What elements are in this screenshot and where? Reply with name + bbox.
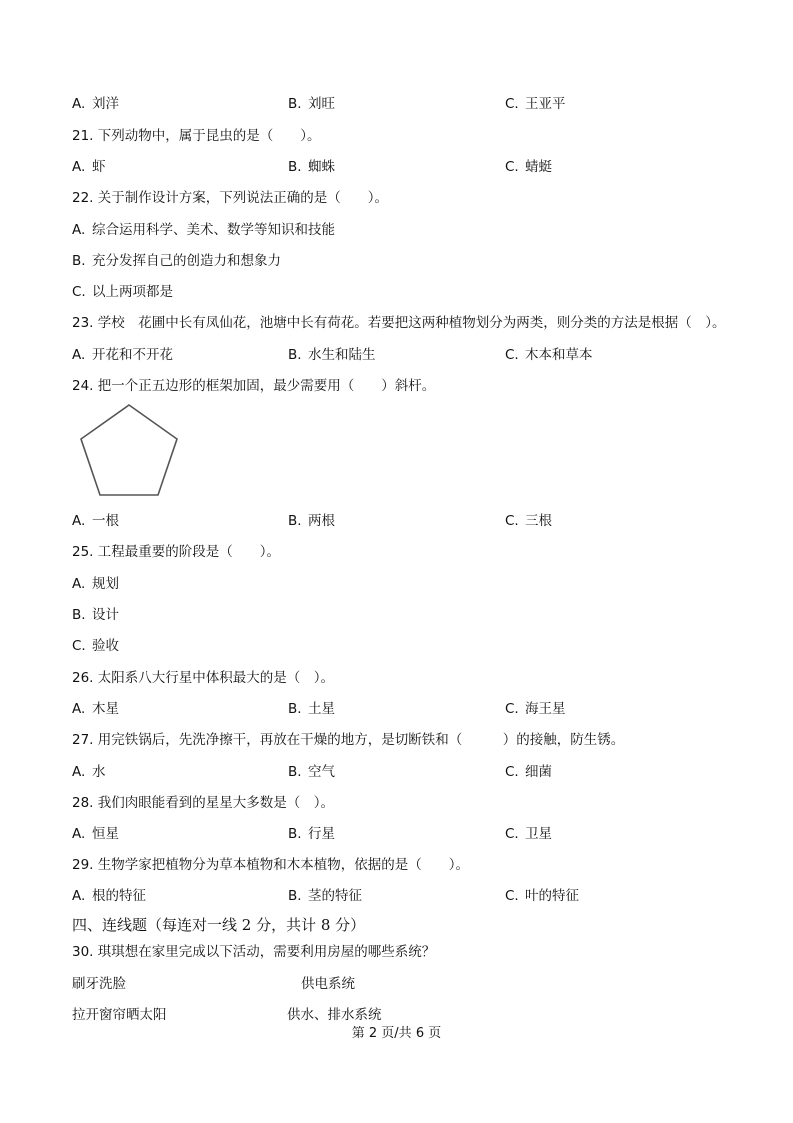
- q28-option-b: B. 行星: [288, 826, 335, 842]
- q23-option-a: A. 开花和不开花: [72, 347, 173, 363]
- section-4-title: 四、连线题（每连对一线 2 分，共计 8 分）: [72, 916, 366, 934]
- q27-stem: 27. 用完铁锅后，先洗净擦干，再放在干燥的地方，是切断铁和（ ）的接触，防生锈。: [72, 732, 625, 748]
- q27-option-b: B. 空气: [288, 764, 335, 780]
- q30-right-item-2: 供水、排水系统: [287, 1007, 382, 1023]
- q29-option-c: C. 叶的特征: [505, 888, 579, 904]
- q22-stem-row: [0, 187, 793, 209]
- q20-option-a: A. 刘洋: [72, 96, 119, 112]
- q25-option-c-row: [0, 635, 793, 657]
- q25-option-b-row: [0, 604, 793, 626]
- q23-options: [0, 344, 793, 366]
- q21-stem: 21. 下列动物中，属于昆虫的是（ ）。: [72, 128, 321, 144]
- q30-right-item-1: 供电系统: [301, 976, 355, 992]
- q21-option-c: C. 蜻蜓: [505, 159, 552, 175]
- q25-stem: 25. 工程最重要的阶段是（ ）。: [72, 544, 281, 560]
- q27-option-c: C. 细菌: [505, 764, 552, 780]
- q27-stem-row: [0, 729, 793, 751]
- q24-stem: 24. 把一个正五边形的框架加固，最少需要用（ ）斜杆。: [72, 378, 436, 394]
- q24-option-b: B. 两根: [288, 513, 335, 529]
- q23-option-b: B. 水生和陆生: [288, 347, 376, 363]
- q28-stem: 28. 我们肉眼能看到的星星大多数是（ ）。: [72, 795, 335, 811]
- q22-option-a-row: [0, 219, 793, 241]
- q29-stem-row: [0, 854, 793, 876]
- q21-option-b: B. 蜘蛛: [288, 159, 335, 175]
- pentagon-figure: [76, 400, 184, 500]
- q22-stem: 22. 关于制作设计方案，下列说法正确的是（ ）。: [72, 190, 389, 206]
- q25-option-c: C. 验收: [72, 638, 119, 654]
- page-footer: 第 2 页/共 6 页: [351, 1026, 442, 1041]
- q29-options: [0, 885, 793, 907]
- q23-option-c: C. 木本和草本: [505, 347, 593, 363]
- q24-option-a: A. 一根: [72, 513, 119, 529]
- q28-stem-row: [0, 792, 793, 814]
- q23-stem: 23. 学校 花圃中长有凤仙花，池塘中长有荷花。若要把这两种植物划分为两类，则分类的方法是根据（ ）。: [72, 315, 726, 331]
- q21-stem-row: [0, 125, 793, 147]
- q21-options: [0, 156, 793, 178]
- q30-left-item-1: 刷牙洗脸: [72, 976, 126, 992]
- q20-options: [0, 93, 793, 115]
- q27-options: [0, 761, 793, 783]
- q25-option-a: A. 规划: [72, 576, 119, 592]
- q30-left-item-2: 拉开窗帘晒太阳: [72, 1007, 167, 1023]
- q29-option-a: A. 根的特征: [72, 888, 146, 904]
- q20-option-b: B. 刘旺: [288, 96, 335, 112]
- q30-match-row-1: [0, 973, 793, 995]
- q26-stem-row: [0, 667, 793, 689]
- section-4-row: [0, 914, 793, 936]
- pentagon-shape: [81, 405, 177, 495]
- q30-match-row-2: [0, 1004, 793, 1026]
- q21-option-a: A. 虾: [72, 159, 106, 175]
- q25-option-a-row: [0, 573, 793, 595]
- q27-option-a: A. 水: [72, 764, 106, 780]
- q25-option-b: B. 设计: [72, 607, 119, 623]
- q26-stem: 26. 太阳系八大行星中体积最大的是（ ）。: [72, 670, 335, 686]
- q22-option-b: B. 充分发挥自己的创造力和想象力: [72, 253, 281, 269]
- q28-option-a: A. 恒星: [72, 826, 119, 842]
- q30-stem-row: [0, 941, 793, 963]
- q20-option-c: C. 王亚平: [505, 96, 566, 112]
- q23-stem-row: [0, 312, 793, 334]
- q26-option-b: B. 土星: [288, 701, 335, 717]
- q25-stem-row: [0, 541, 793, 563]
- q22-option-b-row: [0, 250, 793, 272]
- q22-option-c-row: [0, 281, 793, 303]
- q22-option-c: C. 以上两项都是: [72, 284, 173, 300]
- q28-options: [0, 823, 793, 845]
- q22-option-a: A. 综合运用科学、美术、数学等知识和技能: [72, 222, 335, 238]
- q29-option-b: B. 茎的特征: [288, 888, 362, 904]
- q28-option-c: C. 卫星: [505, 826, 552, 842]
- q26-option-c: C. 海王星: [505, 701, 566, 717]
- q26-option-a: A. 木星: [72, 701, 119, 717]
- q24-stem-row: [0, 375, 793, 397]
- q26-options: [0, 698, 793, 720]
- q24-options: [0, 510, 793, 532]
- q30-stem: 30. 琪琪想在家里完成以下活动，需要利用房屋的哪些系统？: [72, 944, 436, 960]
- q24-option-c: C. 三根: [505, 513, 552, 529]
- q29-stem: 29. 生物学家把植物分为草本植物和木本植物，依据的是（ ）。: [72, 857, 470, 873]
